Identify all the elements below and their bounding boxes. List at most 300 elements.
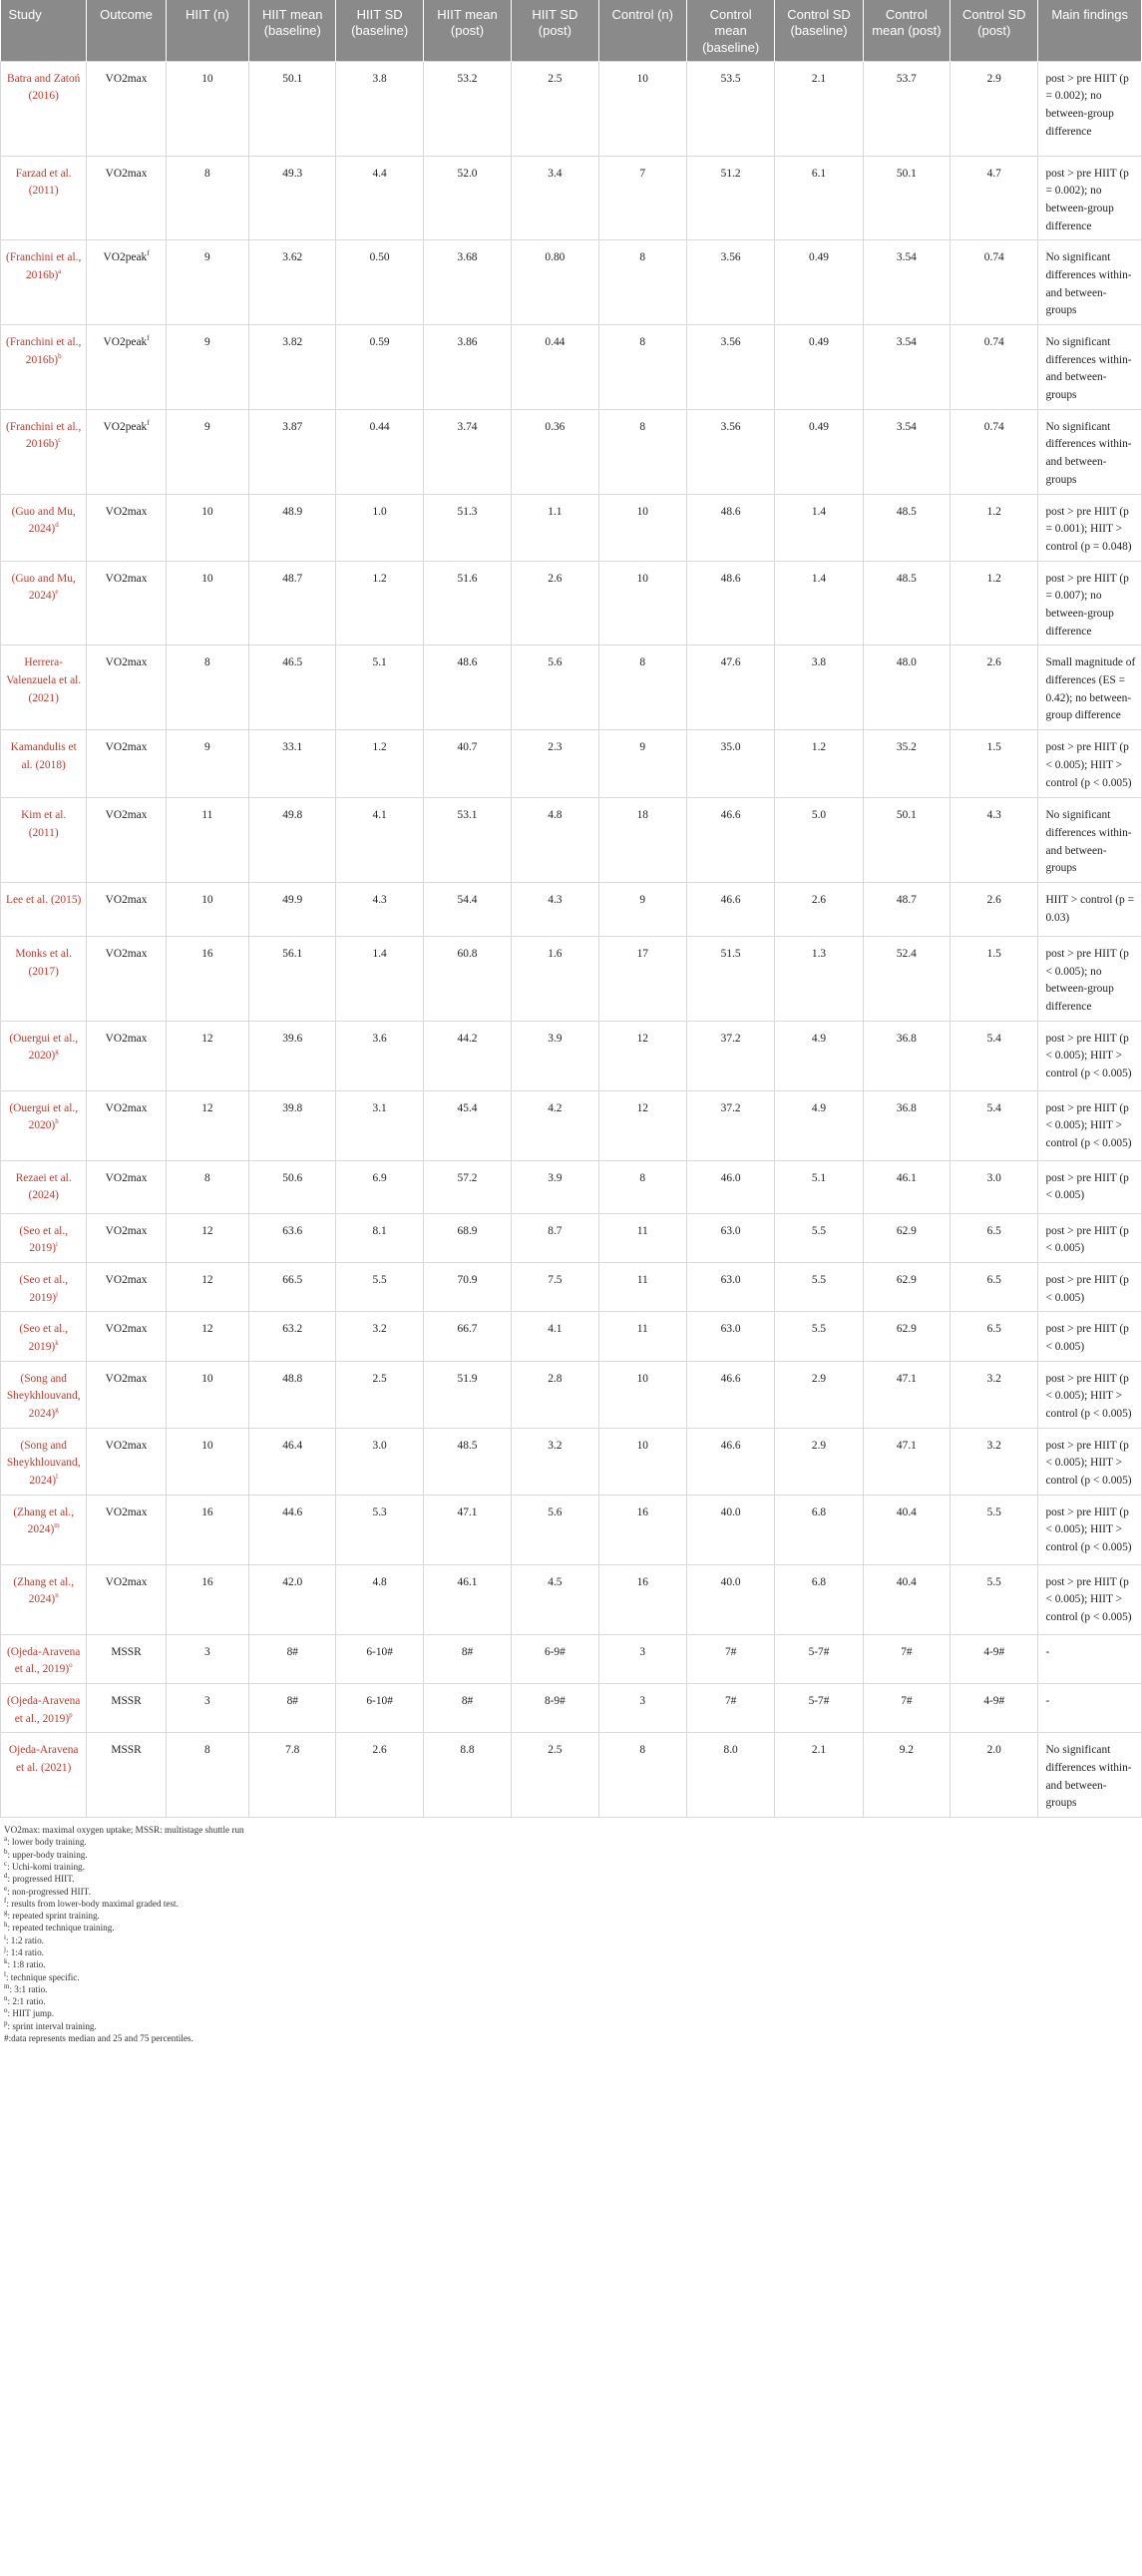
value-cell: 3.1: [336, 1090, 423, 1160]
value-cell: 1.4: [775, 494, 863, 561]
value-cell: 2.3: [512, 730, 598, 798]
value-cell: 42.0: [249, 1564, 336, 1634]
value-cell: 49.8: [249, 798, 336, 883]
value-cell: 4.2: [512, 1090, 598, 1160]
value-cell: 0.44: [336, 409, 423, 494]
value-cell: 45.4: [423, 1090, 511, 1160]
value-cell: 8-9#: [512, 1683, 598, 1732]
footnote-marker: j: [56, 1289, 58, 1298]
value-cell: 50.6: [249, 1160, 336, 1213]
value-cell: 51.5: [686, 936, 774, 1021]
study-cell: [1, 1428, 87, 1495]
value-cell: 6.5: [951, 1312, 1038, 1361]
value-cell: 48.0: [863, 645, 950, 730]
table-row: [1, 409, 1142, 494]
outcome-cell: [87, 240, 166, 325]
table-row: [1, 1634, 1142, 1683]
study-name: Rezaei et al. (2024): [15, 1171, 72, 1202]
footnote-marker: k: [55, 1339, 59, 1348]
value-cell: 4.3: [951, 798, 1038, 883]
study-name: Lee et al. (2015): [6, 893, 82, 906]
study-cell: [1, 730, 87, 798]
value-cell: 8: [166, 156, 248, 240]
footnote-line: [4, 1958, 1142, 1970]
value-cell: 49.3: [249, 156, 336, 240]
study-cell: [1, 882, 87, 936]
value-cell: 47.6: [686, 645, 774, 730]
footnote-text: : technique specific.: [5, 1971, 80, 1982]
footnote-marker: f: [4, 1896, 7, 1905]
value-cell: 3.0: [951, 1160, 1038, 1213]
value-cell: 2.9: [951, 61, 1038, 156]
findings-cell: HIIT > control (p = 0.03): [1038, 882, 1142, 936]
value-cell: 7#: [686, 1634, 774, 1683]
footnote-text: : upper-body training.: [7, 1849, 88, 1860]
value-cell: 40.0: [686, 1495, 774, 1564]
column-header: Control (n): [598, 0, 686, 61]
value-cell: 35.2: [863, 730, 950, 798]
value-cell: 12: [166, 1090, 248, 1160]
value-cell: 66.5: [249, 1262, 336, 1311]
study-name: Batra and Zatoń (2016): [6, 72, 81, 103]
footnote-text: VO2max: maximal oxygen uptake; MSSR: multistage shuttle run: [4, 1825, 244, 1836]
value-cell: 4.9: [775, 1090, 863, 1160]
outcome-label: VO2max: [105, 656, 148, 669]
value-cell: 3.2: [951, 1428, 1038, 1495]
study-name: (Ouergui et al., 2020): [9, 1032, 79, 1063]
value-cell: 68.9: [423, 1213, 511, 1262]
value-cell: 39.8: [249, 1090, 336, 1160]
footnote-marker: a: [4, 1835, 8, 1844]
value-cell: 3.0: [336, 1428, 423, 1495]
outcome-cell: [87, 1495, 166, 1564]
study-cell: [1, 1495, 87, 1564]
value-cell: 10: [598, 1428, 686, 1495]
study-cell: [1, 1262, 87, 1311]
value-cell: 1.6: [512, 936, 598, 1021]
value-cell: 48.5: [863, 561, 950, 645]
footnote-line: [4, 1934, 1142, 1946]
value-cell: 5.6: [512, 1495, 598, 1564]
footnote-text: : repeated sprint training.: [7, 1911, 100, 1922]
outcome-cell: [87, 494, 166, 561]
footnote-line: [4, 1946, 1142, 1958]
value-cell: 4.9: [775, 1021, 863, 1090]
value-cell: 5.0: [775, 798, 863, 883]
value-cell: 70.9: [423, 1262, 511, 1311]
table-row: [1, 645, 1142, 730]
findings-cell: No significant differences within- and between-groups: [1038, 409, 1142, 494]
outcome-cell: [87, 409, 166, 494]
study-name: (Guo and Mu, 2024): [11, 505, 76, 536]
value-cell: 3.54: [863, 240, 950, 325]
outcome-cell: [87, 1634, 166, 1683]
footnote-text: #:data represents median and 25 and 75 percentiles.: [4, 2033, 193, 2044]
value-cell: 3: [166, 1634, 248, 1683]
study-name: (Zhang et al., 2024): [13, 1505, 75, 1536]
findings-cell: post > pre HIIT (p = 0.002); no between-group difference: [1038, 61, 1142, 156]
value-cell: 9: [166, 730, 248, 798]
value-cell: 46.1: [863, 1160, 950, 1213]
value-cell: 2.1: [775, 61, 863, 156]
value-cell: 5.5: [951, 1564, 1038, 1634]
value-cell: 6-10#: [336, 1683, 423, 1732]
table-row: [1, 1733, 1142, 1818]
outcome-label: VO2max: [105, 72, 148, 85]
footnote-text: : progressed HIIT.: [7, 1874, 75, 1885]
study-cell: [1, 1021, 87, 1090]
study-cell: [1, 645, 87, 730]
findings-cell: post > pre HIIT (p = 0.001); HIIT > control (p = 0.048): [1038, 494, 1142, 561]
study-name: (Franchini et al., 2016b): [6, 336, 82, 366]
value-cell: 5.1: [336, 645, 423, 730]
outcome-label: VO2max: [105, 1224, 148, 1237]
column-header: HIIT mean (baseline): [249, 0, 336, 61]
value-cell: 3.8: [775, 645, 863, 730]
footnote-marker: f: [147, 419, 150, 428]
value-cell: 0.49: [775, 409, 863, 494]
value-cell: 3.2: [951, 1361, 1038, 1428]
table-row: [1, 882, 1142, 936]
value-cell: 16: [166, 1495, 248, 1564]
footnote-marker: o: [4, 2006, 8, 2015]
column-header: Control mean (baseline): [686, 0, 774, 61]
value-cell: 33.1: [249, 730, 336, 798]
value-cell: 2.6: [951, 882, 1038, 936]
value-cell: 48.6: [686, 561, 774, 645]
findings-cell: post > pre HIIT (p < 0.005); HIIT > control (p < 0.005): [1038, 1361, 1142, 1428]
outcome-label: VO2peak: [103, 420, 148, 433]
value-cell: 8#: [249, 1634, 336, 1683]
value-cell: 5.5: [336, 1262, 423, 1311]
outcome-label: VO2max: [105, 1101, 148, 1114]
table-row: [1, 156, 1142, 240]
value-cell: 2.8: [512, 1361, 598, 1428]
value-cell: 48.9: [249, 494, 336, 561]
outcome-cell: [87, 1733, 166, 1818]
column-header: HIIT SD (post): [512, 0, 598, 61]
outcome-cell: [87, 1262, 166, 1311]
table-row: [1, 1312, 1142, 1361]
value-cell: 0.74: [951, 409, 1038, 494]
value-cell: 1.1: [512, 494, 598, 561]
value-cell: 8#: [423, 1683, 511, 1732]
value-cell: 6.8: [775, 1564, 863, 1634]
table-row: [1, 1428, 1142, 1495]
value-cell: 9.2: [863, 1733, 950, 1818]
value-cell: 1.2: [775, 730, 863, 798]
outcome-cell: [87, 156, 166, 240]
study-name: (Ojeda-Aravena et al., 2019): [7, 1645, 81, 1676]
value-cell: 4-9#: [951, 1634, 1038, 1683]
footnote-text: : Uchi-komi training.: [7, 1861, 85, 1872]
value-cell: 48.5: [863, 494, 950, 561]
value-cell: 4.1: [512, 1312, 598, 1361]
value-cell: 10: [166, 61, 248, 156]
value-cell: 10: [166, 1361, 248, 1428]
value-cell: 47.1: [863, 1428, 950, 1495]
value-cell: 2.6: [951, 645, 1038, 730]
findings-cell: No significant differences within- and between-groups: [1038, 798, 1142, 883]
outcome-label: VO2max: [105, 947, 148, 960]
value-cell: 63.0: [686, 1213, 774, 1262]
value-cell: 7#: [863, 1634, 950, 1683]
column-header: Outcome: [87, 0, 166, 61]
table-row: [1, 730, 1142, 798]
value-cell: 5.5: [775, 1262, 863, 1311]
value-cell: 5.1: [775, 1160, 863, 1213]
study-cell: [1, 61, 87, 156]
footnote-text: : 1:4 ratio.: [5, 1946, 44, 1957]
value-cell: 10: [598, 494, 686, 561]
footnote-marker: d: [4, 1872, 8, 1881]
value-cell: 7#: [863, 1683, 950, 1732]
study-name: Kim et al. (2011): [21, 809, 67, 839]
value-cell: 40.7: [423, 730, 511, 798]
footnote-line: [4, 2007, 1142, 2019]
value-cell: 46.6: [686, 798, 774, 883]
value-cell: 8: [166, 645, 248, 730]
footnote-text: : 1:8 ratio.: [7, 1959, 46, 1970]
value-cell: 5.5: [775, 1312, 863, 1361]
value-cell: 7.5: [512, 1262, 598, 1311]
findings-cell: No significant differences within- and between-groups: [1038, 240, 1142, 325]
outcome-cell: [87, 561, 166, 645]
footnote-marker: m: [54, 1521, 60, 1530]
value-cell: 1.2: [951, 494, 1038, 561]
value-cell: 48.7: [863, 882, 950, 936]
outcome-label: VO2max: [105, 1032, 148, 1045]
value-cell: 5.5: [951, 1495, 1038, 1564]
value-cell: 8#: [249, 1683, 336, 1732]
column-header: HIIT (n): [166, 0, 248, 61]
value-cell: 1.4: [336, 936, 423, 1021]
study-cell: [1, 1160, 87, 1213]
value-cell: 10: [166, 1428, 248, 1495]
outcome-label: VO2max: [105, 809, 148, 822]
footnote-marker: o: [69, 1661, 73, 1670]
footnote-marker: g: [4, 1909, 8, 1918]
outcome-cell: [87, 1361, 166, 1428]
value-cell: 1.2: [336, 561, 423, 645]
value-cell: 12: [166, 1312, 248, 1361]
outcome-cell: [87, 1564, 166, 1634]
table-header-row: [1, 0, 1142, 61]
column-header: Control SD (post): [951, 0, 1038, 61]
table-row: [1, 798, 1142, 883]
value-cell: 7.8: [249, 1733, 336, 1818]
value-cell: 48.8: [249, 1361, 336, 1428]
value-cell: 3.2: [336, 1312, 423, 1361]
value-cell: 3.86: [423, 325, 511, 410]
outcome-label: VO2max: [105, 572, 148, 585]
value-cell: 62.9: [863, 1213, 950, 1262]
value-cell: 11: [598, 1213, 686, 1262]
value-cell: 12: [166, 1021, 248, 1090]
value-cell: 9: [166, 409, 248, 494]
value-cell: 8: [598, 1160, 686, 1213]
outcome-label: VO2peak: [103, 336, 148, 349]
study-cell: [1, 1312, 87, 1361]
outcome-label: VO2max: [105, 167, 148, 180]
value-cell: 39.6: [249, 1021, 336, 1090]
value-cell: 12: [166, 1262, 248, 1311]
findings-cell: post > pre HIIT (p < 0.005); HIIT > control (p < 0.005): [1038, 1021, 1142, 1090]
value-cell: 46.5: [249, 645, 336, 730]
value-cell: 5.4: [951, 1021, 1038, 1090]
outcome-label: VO2peak: [103, 251, 148, 264]
value-cell: 8: [598, 409, 686, 494]
footnote-line: [4, 1922, 1142, 1933]
value-cell: 51.9: [423, 1361, 511, 1428]
value-cell: 8: [166, 1160, 248, 1213]
table-row: [1, 561, 1142, 645]
study-cell: [1, 1090, 87, 1160]
outcome-cell: [87, 1090, 166, 1160]
value-cell: 3.6: [336, 1021, 423, 1090]
value-cell: 46.4: [249, 1428, 336, 1495]
footnote-line: [4, 1983, 1142, 1995]
study-cell: [1, 1564, 87, 1634]
value-cell: 2.9: [775, 1361, 863, 1428]
footnote-marker: j: [4, 1944, 6, 1953]
value-cell: 2.5: [512, 61, 598, 156]
value-cell: 6-10#: [336, 1634, 423, 1683]
value-cell: 7#: [686, 1683, 774, 1732]
table-row: [1, 1564, 1142, 1634]
table-row: [1, 1021, 1142, 1090]
value-cell: 51.3: [423, 494, 511, 561]
footnote-line: [4, 1836, 1142, 1848]
outcome-cell: [87, 730, 166, 798]
footnote-marker: f: [147, 334, 150, 343]
value-cell: 63.0: [686, 1262, 774, 1311]
outcome-label: VO2max: [105, 741, 148, 754]
study-name: (Franchini et al., 2016b): [6, 251, 82, 282]
footnote-marker: l: [56, 1473, 58, 1482]
value-cell: 0.50: [336, 240, 423, 325]
value-cell: 0.80: [512, 240, 598, 325]
findings-cell: post > pre HIIT (p < 0.005); HIIT > control (p < 0.005): [1038, 730, 1142, 798]
value-cell: 0.74: [951, 325, 1038, 410]
outcome-cell: [87, 1683, 166, 1732]
value-cell: 62.9: [863, 1312, 950, 1361]
value-cell: 53.1: [423, 798, 511, 883]
findings-cell: -: [1038, 1634, 1142, 1683]
value-cell: 8: [598, 645, 686, 730]
study-name: (Ouergui et al., 2020): [9, 1101, 79, 1132]
value-cell: 8.0: [686, 1733, 774, 1818]
value-cell: 7: [598, 156, 686, 240]
value-cell: 6.1: [775, 156, 863, 240]
footnote-marker: b: [58, 352, 62, 360]
value-cell: 3.54: [863, 325, 950, 410]
value-cell: 3.74: [423, 409, 511, 494]
outcome-cell: [87, 1160, 166, 1213]
footnote-line: [4, 1995, 1142, 2007]
value-cell: 12: [598, 1090, 686, 1160]
findings-cell: post > pre HIIT (p < 0.005); HIIT > control (p < 0.005): [1038, 1428, 1142, 1495]
footnote-line: [4, 1861, 1142, 1873]
outcome-cell: [87, 1312, 166, 1361]
table-row: [1, 1495, 1142, 1564]
outcome-cell: [87, 1428, 166, 1495]
outcome-label: MSSR: [111, 1645, 142, 1658]
study-cell: [1, 798, 87, 883]
findings-cell: No significant differences within- and between-groups: [1038, 325, 1142, 410]
value-cell: 62.9: [863, 1262, 950, 1311]
value-cell: 2.6: [512, 561, 598, 645]
table-row: [1, 1683, 1142, 1732]
value-cell: 3.62: [249, 240, 336, 325]
value-cell: 2.9: [775, 1428, 863, 1495]
value-cell: 2.5: [512, 1733, 598, 1818]
study-cell: [1, 1213, 87, 1262]
value-cell: 3.82: [249, 325, 336, 410]
value-cell: 4.7: [951, 156, 1038, 240]
value-cell: 6.8: [775, 1495, 863, 1564]
value-cell: 3.56: [686, 325, 774, 410]
value-cell: 18: [598, 798, 686, 883]
value-cell: 3: [166, 1683, 248, 1732]
value-cell: 10: [166, 882, 248, 936]
value-cell: 50.1: [863, 798, 950, 883]
value-cell: 47.1: [423, 1495, 511, 1564]
value-cell: 3.56: [686, 409, 774, 494]
footnote-marker: n: [4, 1994, 8, 2003]
value-cell: 9: [166, 240, 248, 325]
outcome-label: VO2max: [105, 1323, 148, 1336]
column-header: HIIT SD (baseline): [336, 0, 423, 61]
value-cell: 16: [598, 1495, 686, 1564]
value-cell: 0.59: [336, 325, 423, 410]
footnote-marker: d: [55, 521, 59, 530]
value-cell: 3.56: [686, 240, 774, 325]
footnote-line: [4, 2020, 1142, 2032]
footnote-line: [4, 1898, 1142, 1910]
footnote-marker: b: [4, 1847, 8, 1856]
value-cell: 2.5: [336, 1361, 423, 1428]
footnote-marker: p: [4, 2018, 8, 2027]
footnote-marker: f: [147, 249, 150, 258]
outcome-label: VO2max: [105, 1171, 148, 1184]
findings-cell: post > pre HIIT (p < 0.005): [1038, 1312, 1142, 1361]
value-cell: 5-7#: [775, 1634, 863, 1683]
value-cell: 35.0: [686, 730, 774, 798]
value-cell: 51.6: [423, 561, 511, 645]
value-cell: 44.2: [423, 1021, 511, 1090]
value-cell: 63.0: [686, 1312, 774, 1361]
value-cell: 10: [598, 1361, 686, 1428]
study-name: Monks et al. (2017): [15, 947, 72, 978]
findings-cell: post > pre HIIT (p < 0.005); HIIT > control (p < 0.005): [1038, 1090, 1142, 1160]
study-name: Ojeda-Aravena et al. (2021): [8, 1744, 79, 1774]
outcome-cell: [87, 1213, 166, 1262]
value-cell: 8: [598, 1733, 686, 1818]
findings-cell: post > pre HIIT (p < 0.005); HIIT > control (p < 0.005): [1038, 1495, 1142, 1564]
footnote-marker: i: [56, 1240, 58, 1249]
value-cell: 8.7: [512, 1213, 598, 1262]
findings-cell: post > pre HIIT (p = 0.002); no between-group difference: [1038, 156, 1142, 240]
study-cell: [1, 1683, 87, 1732]
outcome-cell: [87, 882, 166, 936]
value-cell: 0.49: [775, 240, 863, 325]
column-header: Control mean (post): [863, 0, 950, 61]
value-cell: 46.6: [686, 1428, 774, 1495]
footnote-line: [4, 1824, 1142, 1836]
outcome-label: VO2max: [105, 1372, 148, 1385]
footnote-line: [4, 2032, 1142, 2044]
